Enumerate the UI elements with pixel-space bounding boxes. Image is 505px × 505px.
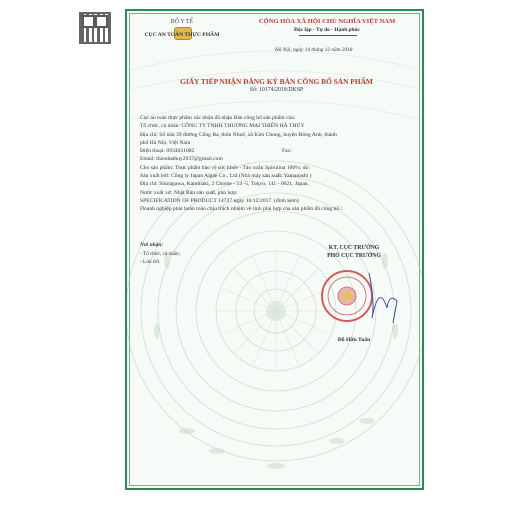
recipient-item: - Lưu trữ.	[140, 259, 161, 265]
motto-underline	[299, 35, 357, 36]
motto: Độc lập - Tự do - Hạnh phúc	[294, 27, 360, 33]
phone-line: Điện thoại: 0934031082	[140, 148, 195, 154]
official-stamp	[317, 263, 417, 333]
signer-name: Đỗ Hữu Tuấn	[337, 337, 371, 343]
recipients-label: Nơi nhận:	[140, 242, 164, 248]
handwritten-signature	[369, 273, 397, 323]
address-line-2: phố Hà Nội, Việt Nam	[140, 140, 191, 146]
document-number: Số: 10174/2018/DKSP	[249, 87, 304, 93]
signature-role-1: KT. CỤC TRƯỞNG	[328, 245, 380, 251]
intro-line: Cục an toàn thực phẩm xác nhận đã nhận Bản công bố sản phẩm của:	[140, 115, 296, 121]
email-line: Email: thienhathuy2937@gmail.com	[140, 156, 223, 162]
origin-line: Nước xuất xứ: Nhật Bản sản xuất, phù hợp:	[140, 190, 238, 196]
organization-line: Tổ chức, cá nhân: CÔNG TY TNHH THƯƠNG MẠI THIÊN HÀ THỦY	[140, 123, 305, 129]
place-date: Hà Nội, ngày 14 tháng 12 năm 2018	[275, 47, 353, 53]
ministry-name: BỘ Y TẾ	[170, 19, 194, 25]
document-page	[125, 9, 424, 490]
recipient-item: - Tổ chức, cá nhân;	[140, 251, 181, 257]
address-line-1: Địa chỉ: Số nhà 39 đường Cống Ba, thôn Nhuế, xã Kim Chung, huyện Đông Anh, thành	[140, 132, 337, 138]
commitment-line: Doanh nghiệp phải hoàn toàn chịu trách nhiệm về tính phù hợp của sản phẩm đã công bố./.	[140, 206, 344, 212]
manufacturer-address-line: Địa chỉ: Shinagawa, Kaminaki, 2 Chome - 14 -5, Tokyo, 141 - 0021, Japan.	[140, 181, 309, 187]
signature-role-2: PHÓ CỤC TRƯỞNG	[327, 253, 381, 259]
product-line: Cho sản phẩm: Thực phẩm bảo vệ sức khỏe - Tảo xoắn Spirulina 100%; do:	[140, 165, 310, 171]
specification-line: SPECIFICATION OF PRODUCT 14727 ngày 16/12/2017. (đính kèm)	[140, 198, 299, 204]
manufacturer-line: Sản xuất bởi: Công ty Japan Algae Co., Ltd (Nhà máy sản xuất: Yamanashi )	[140, 173, 312, 179]
qr-code	[79, 12, 111, 44]
fax-line: Fax:	[282, 148, 292, 154]
department-name: CỤC AN TOÀN THỰC PHẨM	[144, 32, 220, 38]
country-name: CỘNG HÒA XÃ HỘI CHỦ NGHĨA VIỆT NAM	[258, 18, 396, 25]
document-title: GIẤY TIẾP NHẬN ĐĂNG KÝ BẢN CÔNG BỐ SẢN PHẨM	[180, 77, 373, 86]
